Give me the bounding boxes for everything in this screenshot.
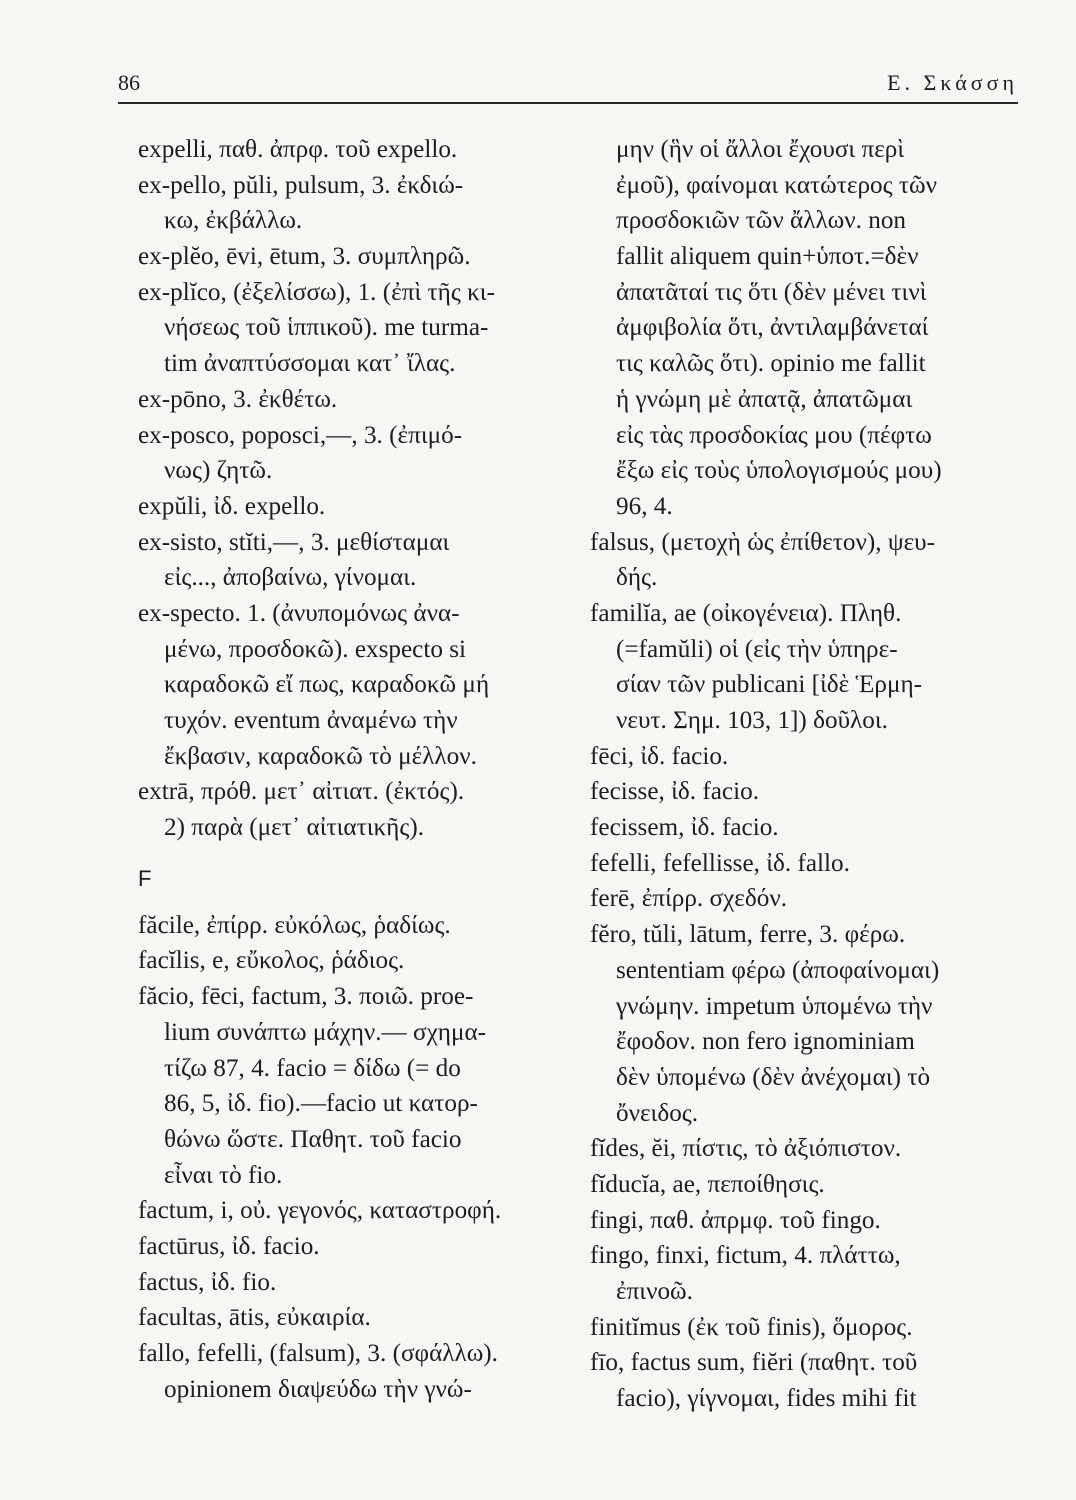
- text-line: fefelli, fefellisse, ἰδ. fallo.: [590, 849, 850, 877]
- text-line: τίζω 87, 4. facio = δίδω (= do: [164, 1054, 461, 1082]
- text-line: fallit aliquem quin+ὑποτ.=δὲν: [616, 243, 919, 271]
- text-line: ex-specto. 1. (ἀνυπομόνως ἀνα-: [138, 599, 460, 627]
- text-line: fĕro, tŭli, lātum, ferre, 3. φέρω.: [590, 921, 906, 949]
- text-line: finitĭmus (ἐκ τοῦ finis), ὅμορος.: [590, 1313, 913, 1341]
- text-line: fīo, factus sum, fiĕri (παθητ. τοῦ: [590, 1349, 918, 1377]
- text-line: ferē, ἐπίρρ. σχεδόν.: [590, 885, 788, 913]
- text-line: ἔφοδον. non fero ignominiam: [616, 1028, 915, 1056]
- text-line: ex-plĕo, ēvi, ētum, 3. συμπληρῶ.: [138, 243, 471, 271]
- text-line: 96, 4.: [616, 492, 673, 520]
- text-line: ἐπινοῶ.: [616, 1278, 693, 1305]
- text-line: fēci, ἰδ. facio.: [590, 742, 729, 770]
- text-line: factum, i, οὐ. γεγονός, καταστροφή.: [138, 1197, 502, 1225]
- text-line: ἔξω εἰς τοὺς ὑπολογισμούς μου): [616, 457, 942, 485]
- text-line: fingi, παθ. ἀπρμφ. τοῦ fingo.: [590, 1206, 881, 1234]
- text-line: facio), γίγνομαι, fides mihi fit: [616, 1385, 917, 1413]
- text-line: κω, ἐκβάλλω.: [164, 207, 303, 235]
- text-line: familĭa, ae (οἰκογένεια). Πληθ.: [590, 599, 902, 627]
- text-line: fĭducĭa, ae, πεποίθησις.: [590, 1170, 825, 1198]
- text-line: expelli, παθ. ἀπρφ. τοῦ expello.: [138, 136, 458, 163]
- text-line: expŭli, ἰδ. expello.: [138, 492, 326, 520]
- text-line: 86, 5, ἰδ. fio).—facio ut κατορ-: [164, 1090, 478, 1118]
- text-line: ὄνειδος.: [616, 1099, 699, 1127]
- text-line: ἐμοῦ), φαίνομαι κατώτερος τῶν: [616, 171, 937, 199]
- text-line: νήσεως τοῦ ἱππικοῦ). me turma-: [164, 314, 489, 342]
- text-line: factūrus, ἰδ. facio.: [138, 1232, 320, 1260]
- text-line: νως) ζητῶ.: [164, 457, 273, 485]
- section-letter: F: [138, 865, 152, 891]
- page-header: [118, 62, 1018, 102]
- text-line: εἰς..., ἀποβαίνω, γίνομαι.: [164, 564, 417, 592]
- text-line: falsus, (μετοχὴ ὡς ἐπίθετον), ψευ-: [590, 528, 936, 556]
- text-line: μην (ἣν οἱ ἄλλοι ἔχουσι περὶ: [616, 136, 905, 163]
- text-line: fecisse, ἰδ. facio.: [590, 778, 759, 806]
- text-line: făcio, fēci, factum, 3. ποιῶ. proe-: [138, 983, 474, 1011]
- text-line: sententiam φέρω (ἀποφαίνομαι): [616, 956, 940, 984]
- text-line: ex-posco, poposci,—, 3. (ἐπιμό-: [138, 421, 463, 449]
- text-line: τις καλῶς ὅτι). opinio me fallit: [616, 350, 926, 378]
- text-line: καραδοκῶ εἴ πως, καραδοκῶ μή: [164, 671, 490, 699]
- text-line: fallo, fefelli, (falsum), 3. (σφάλλω).: [138, 1340, 498, 1367]
- text-line: νευτ. Σημ. 103, 1]) δοῦλοι.: [616, 707, 888, 734]
- text-line: factus, ἰδ. fio.: [138, 1268, 277, 1296]
- left-column: [138, 132, 562, 1407]
- text-line: fĭdes, ĕi, πίστις, τὸ ἀξιόπιστον.: [590, 1135, 902, 1163]
- text-line: extrā, πρόθ. μετ᾽ αἰτιατ. (ἐκτός).: [138, 778, 465, 806]
- text-line: εἶναι τὸ fio.: [164, 1161, 283, 1189]
- text-line: ex-plĭco, (ἐξελίσσω), 1. (ἐπὶ τῆς κι-: [138, 278, 495, 306]
- text-line: σίαν τῶν publicani [ἰδὲ Ἑρμη-: [616, 671, 923, 699]
- text-line: tim ἀναπτύσσομαι κατ᾽ ἴλας.: [164, 350, 456, 378]
- text-line: δὲν ὑπομένω (δὲν ἀνέχομαι) τὸ: [616, 1063, 931, 1091]
- text-line: (=famŭli) οἱ (εἰς τὴν ὑπηρε-: [616, 635, 898, 663]
- right-column: [590, 132, 1016, 1417]
- page-number: 86: [118, 70, 140, 95]
- header-rule: [118, 102, 1018, 104]
- text-line: θώνω ὥστε. Παθητ. τοῦ facio: [164, 1125, 462, 1153]
- text-line: ἀπατᾶταί τις ὅτι (δὲν μένει τινὶ: [616, 278, 927, 306]
- text-line: προσδοκιῶν τῶν ἄλλων. non: [616, 207, 907, 235]
- text-line: facĭlis, e, εὔκολος, ῥάδιος.: [138, 947, 405, 975]
- text-line: μένω, προσδοκῶ). exspecto si: [164, 635, 467, 663]
- text-line: δής.: [616, 564, 658, 592]
- running-head: Ε. Σκάσση: [887, 70, 1018, 95]
- text-line: 2) παρὰ (μετ᾽ αἰτιατικῆς).: [164, 814, 425, 842]
- text-line: facultas, ātis, εὐκαιρία.: [138, 1304, 371, 1332]
- text-line: ἀμφιβολία ὅτι, ἀντιλαμβάνεταί: [616, 314, 929, 342]
- text-line: opinionem διαψεύδω τὴν γνώ-: [164, 1375, 472, 1403]
- text-line: τυχόν. eventum ἀναμένω τὴν: [164, 707, 458, 734]
- text-line: ἔκβασιν, καραδοκῶ τὸ μέλλον.: [164, 742, 477, 770]
- text-line: lium συνάπτω μάχην.— σχημα-: [164, 1018, 487, 1046]
- text-line: ex-sisto, stĭti,—, 3. μεθίσταμαι: [138, 528, 450, 556]
- text-line: fingo, finxi, fictum, 4. πλάττω,: [590, 1242, 901, 1270]
- text-line: făcile, ἐπίρρ. εὐκόλως, ῥαδίως.: [138, 911, 451, 939]
- text-line: ex-pello, pŭli, pulsum, 3. ἐκδιώ-: [138, 171, 464, 199]
- text-line: γνώμην. impetum ὑπομένω τὴν: [616, 992, 933, 1020]
- text-line: ἡ γνώμη μὲ ἀπατᾷ, ἀπατῶμαι: [616, 385, 913, 413]
- text-line: fecissem, ἰδ. facio.: [590, 814, 779, 842]
- text-line: εἰς τὰς προσδοκίας μου (πέφτω: [616, 421, 932, 449]
- text-line: ex-pōno, 3. ἐκθέτω.: [138, 385, 338, 413]
